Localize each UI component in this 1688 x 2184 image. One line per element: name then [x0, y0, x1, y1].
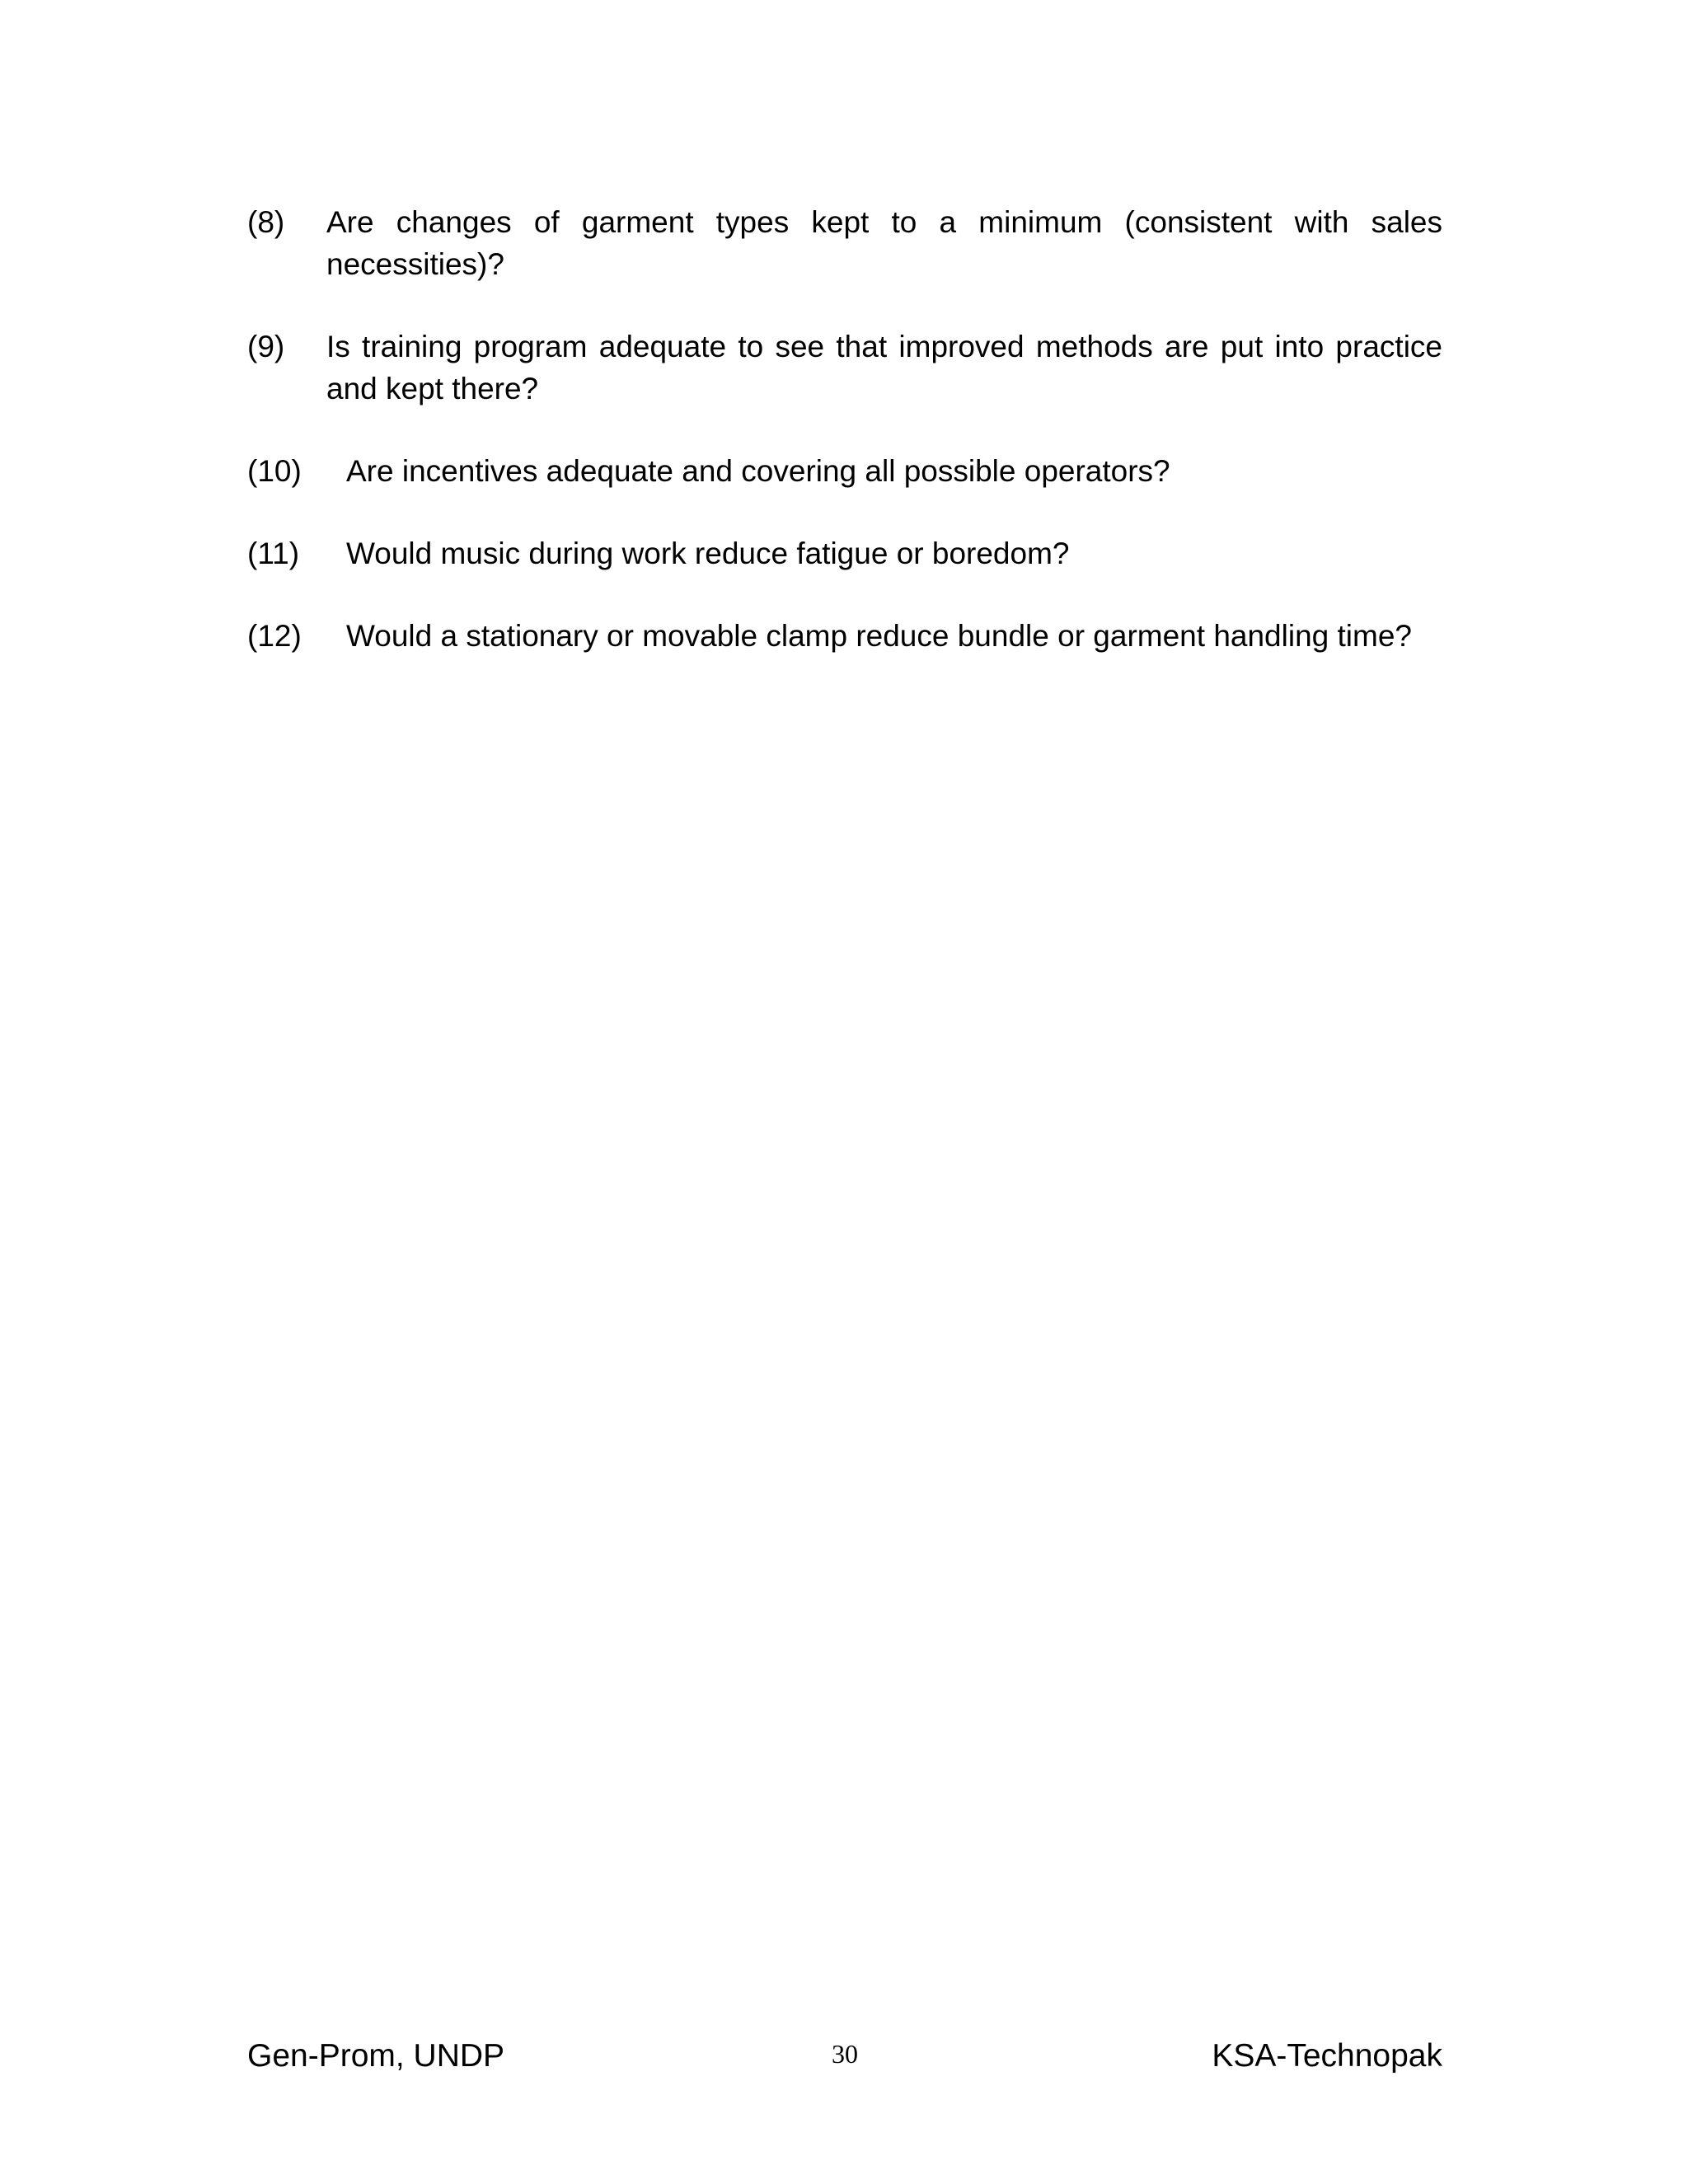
question-number: (10): [247, 454, 302, 488]
question-item: [247, 326, 1442, 410]
page-footer: [247, 2036, 1442, 2085]
question-text: Would music during work reduce fatigue or boredom?: [346, 537, 1070, 570]
question-number: (11): [247, 537, 300, 570]
question-item: [247, 615, 1442, 657]
footer-company: KSA-Technopak: [1212, 2038, 1442, 2074]
footer-organization: Gen-Prom, UNDP: [247, 2038, 505, 2074]
question-number: (9): [247, 330, 285, 363]
question-list: [247, 201, 1442, 697]
question-text: Are changes of garment types kept to a minimum (consistent with sales necessities)?: [326, 205, 1442, 281]
question-number: (12): [247, 619, 302, 653]
question-text: Would a stationary or movable clamp reduce bundle or garment handling time?: [346, 619, 1412, 653]
question-number: (8): [247, 205, 285, 239]
question-item: [247, 450, 1442, 492]
page-number: 30: [832, 2039, 858, 2069]
question-text: Is training program adequate to see that improved methods are put into practice and kept there?: [326, 330, 1442, 405]
question-item: [247, 201, 1442, 285]
question-text: Are incentives adequate and covering all possible operators?: [346, 454, 1170, 488]
question-item: [247, 532, 1442, 574]
